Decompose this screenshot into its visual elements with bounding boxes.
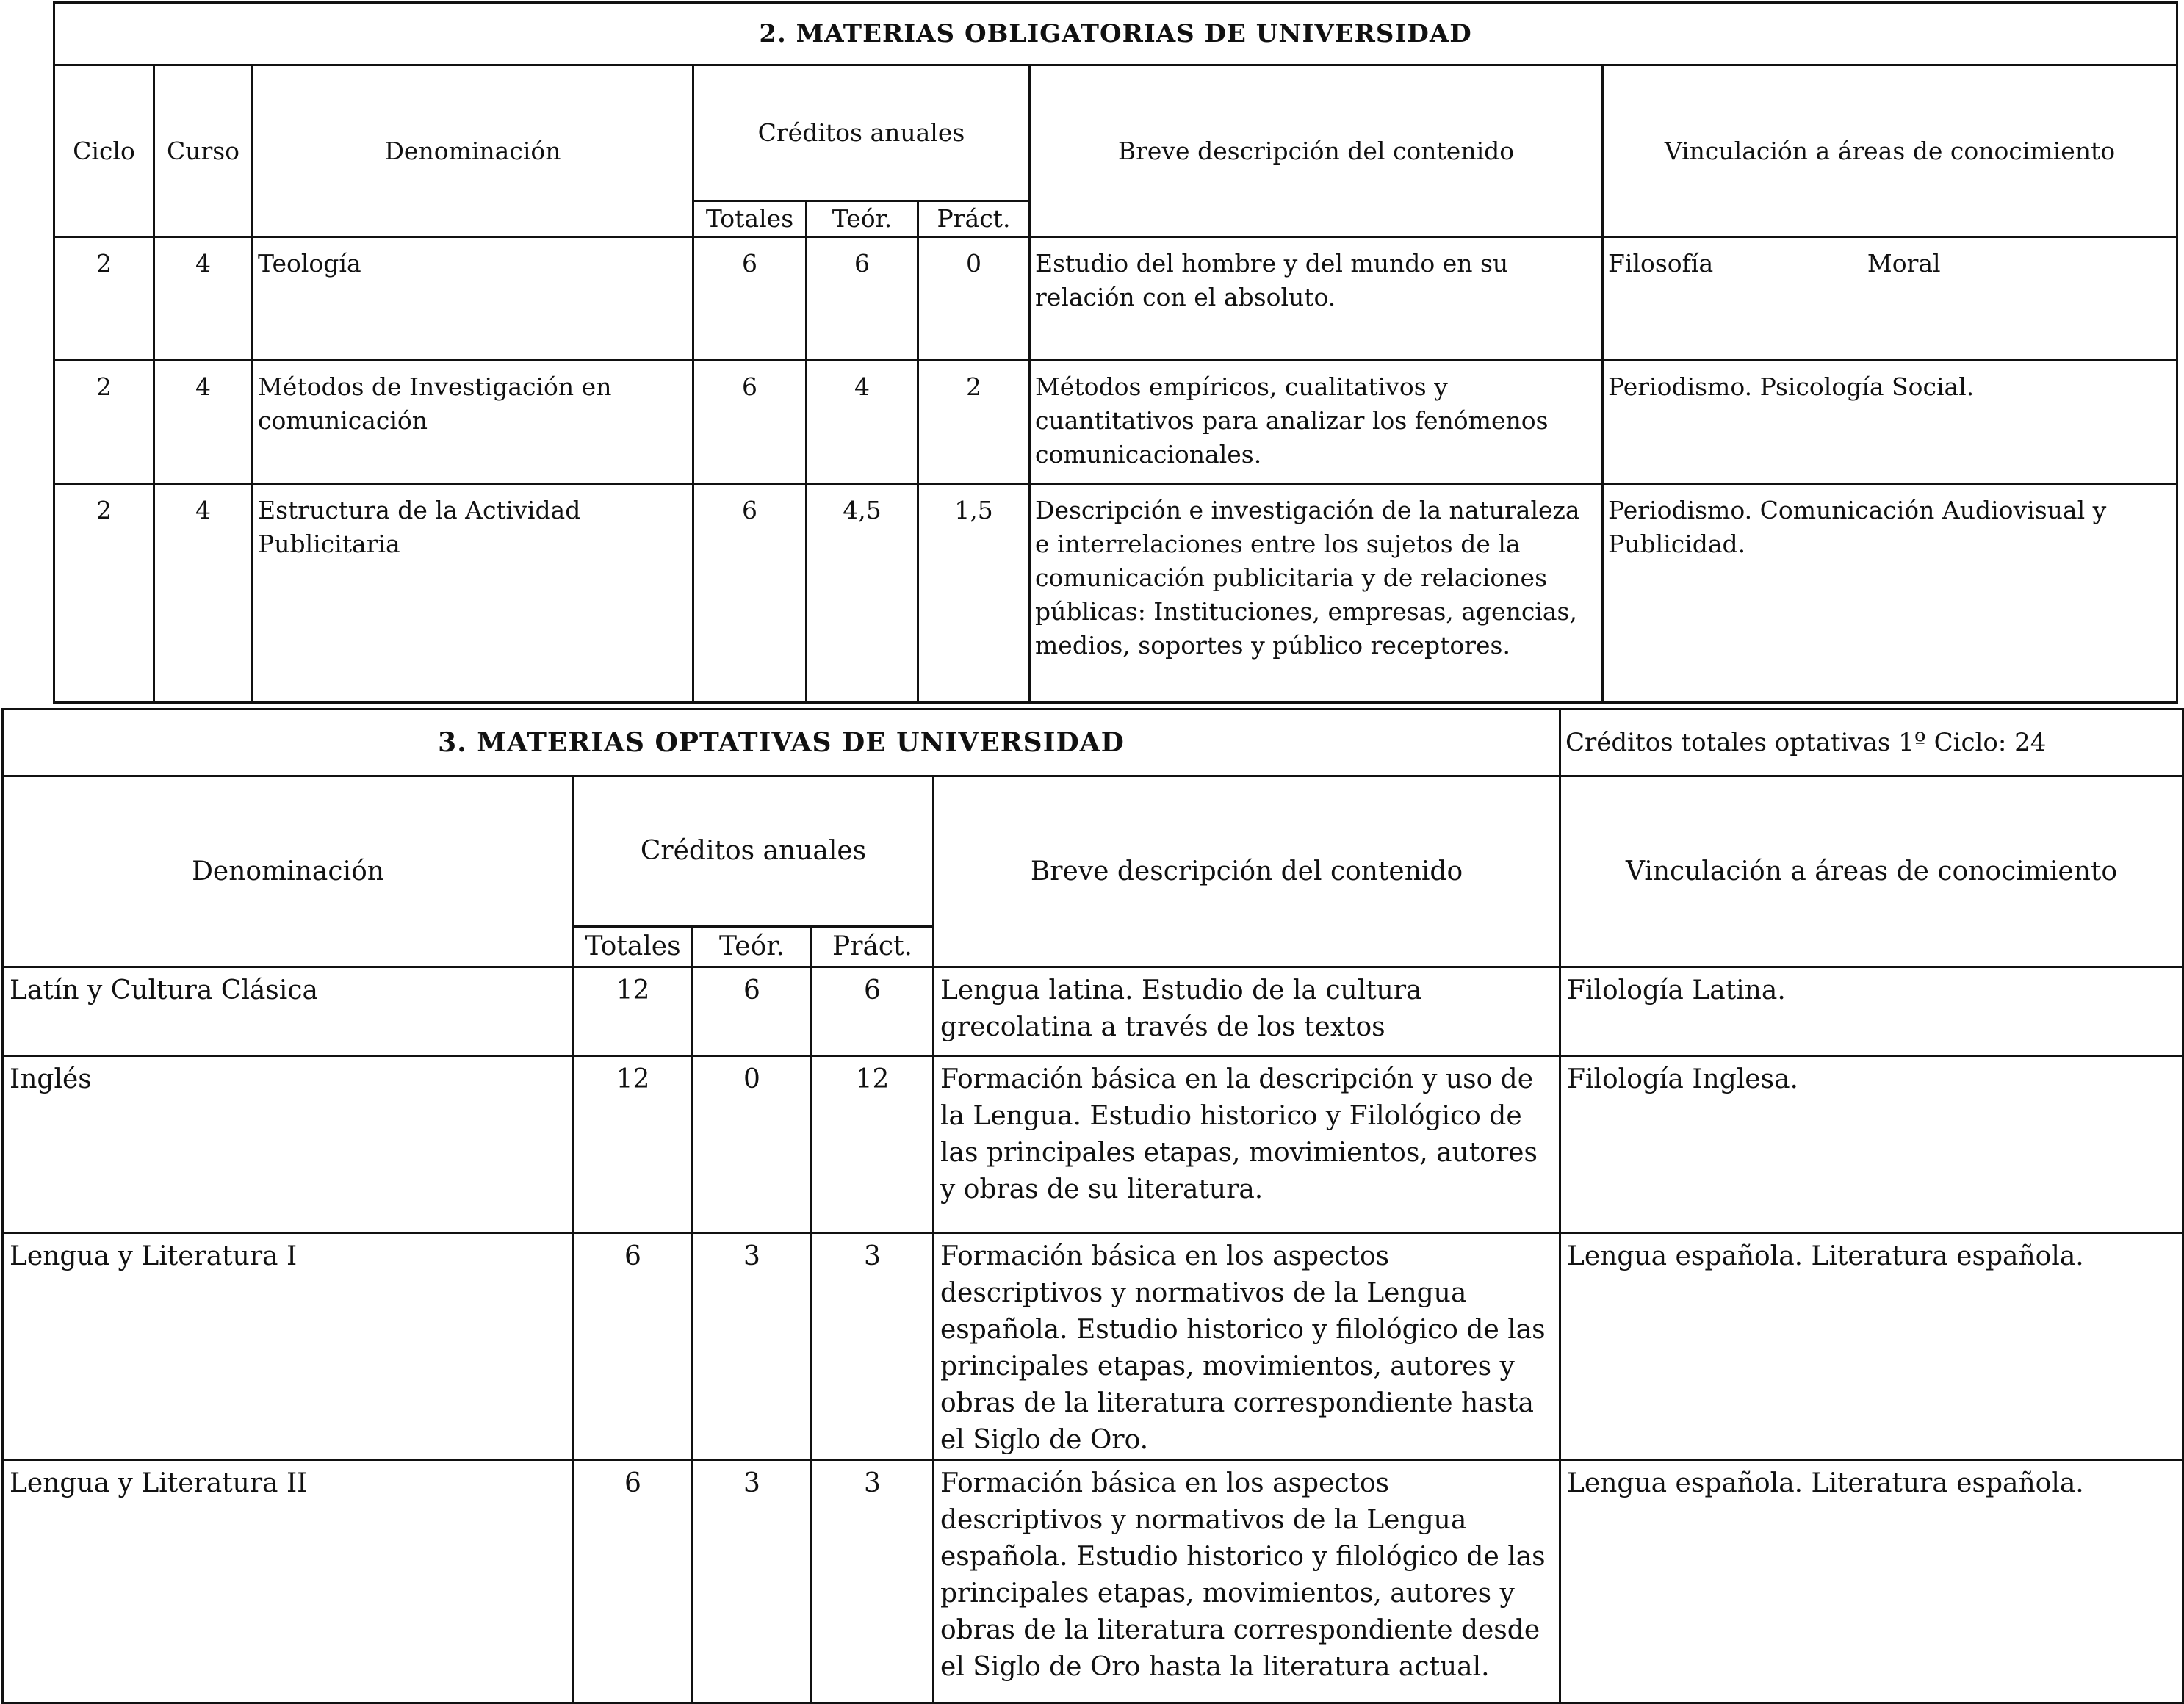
cell-vinculacion: Filología Latina.	[1560, 967, 2183, 1056]
header-ciclo: Ciclo	[54, 65, 154, 237]
cell-teor: 3	[693, 1460, 812, 1703]
cell-pract: 1,5	[918, 484, 1030, 703]
cell-totales: 6	[693, 361, 807, 484]
cell-curso: 4	[154, 361, 253, 484]
cell-pract: 6	[812, 967, 934, 1056]
cell-denominacion: Métodos de Investigación en comunicación	[253, 361, 693, 484]
cell-vinculacion: Periodismo. Comunicación Audiovisual y Publicidad.	[1603, 484, 2177, 703]
table-row	[54, 237, 2177, 361]
cell-descripcion: Formación básica en los aspectos descriptivos y normativos de la Lengua española. Estudio historico y filológico de las principales etapas, movimientos, autores y obras de la literatura correspondiente desde el Siglo de Oro hasta la literatura actual.	[934, 1460, 1560, 1703]
table-row	[3, 967, 2183, 1056]
header-vinculacion: Vinculación a áreas de conocimiento	[1560, 776, 2183, 967]
cell-denominacion: Estructura de la Actividad Publicitaria	[253, 484, 693, 703]
cell-ciclo: 2	[54, 361, 154, 484]
cell-totales: 12	[574, 1056, 693, 1233]
cell-teor: 3	[693, 1233, 812, 1460]
optativas-title: 3. MATERIAS OPTATIVAS DE UNIVERSIDAD	[3, 710, 1560, 776]
cell-denominacion: Lengua y Literatura I	[3, 1233, 574, 1460]
cell-pract: 2	[918, 361, 1030, 484]
header-denominacion: Denominación	[253, 65, 693, 237]
cell-descripcion: Estudio del hombre y del mundo en su relación con el absoluto.	[1030, 237, 1603, 361]
cell-curso: 4	[154, 237, 253, 361]
cell-totales: 6	[693, 237, 807, 361]
header-pract: Práct.	[812, 927, 934, 967]
header-creditos-anuales: Créditos anuales	[574, 776, 934, 927]
optativas-table	[1, 708, 2184, 1704]
table-row	[3, 1056, 2183, 1233]
cell-vinculacion: Lengua española. Literatura española.	[1560, 1233, 2183, 1460]
cell-pract: 3	[812, 1460, 934, 1703]
cell-teor: 6	[807, 237, 918, 361]
header-teor: Teór.	[693, 927, 812, 967]
cell-ciclo: 2	[54, 484, 154, 703]
cell-vinculacion: Periodismo. Psicología Social.	[1603, 361, 2177, 484]
cell-teor: 4	[807, 361, 918, 484]
cell-totales: 6	[693, 484, 807, 703]
cell-vinculacion: Filología Inglesa.	[1560, 1056, 2183, 1233]
cell-denominacion: Lengua y Literatura II	[3, 1460, 574, 1703]
table-row	[54, 361, 2177, 484]
cell-totales: 12	[574, 967, 693, 1056]
header-teor: Teór.	[807, 201, 918, 237]
header-totales: Totales	[693, 201, 807, 237]
header-denominacion: Denominación	[3, 776, 574, 967]
header-vinculacion: Vinculación a áreas de conocimiento	[1603, 65, 2177, 237]
header-descripcion: Breve descripción del contenido	[934, 776, 1560, 967]
obligatorias-title: 2. MATERIAS OBLIGATORIAS DE UNIVERSIDAD	[54, 3, 2177, 65]
creditos-totales-optativas: Créditos totales optativas 1º Ciclo: 24	[1560, 710, 2183, 776]
cell-descripcion: Descripción e investigación de la naturaleza e interrelaciones entre los sujetos de la comunicación publicitaria y de relaciones públicas: Instituciones, empresas, agencias, medios, soportes y público receptores.	[1030, 484, 1603, 703]
cell-teor: 6	[693, 967, 812, 1056]
header-totales: Totales	[574, 927, 693, 967]
header-creditos-anuales: Créditos anuales	[693, 65, 1030, 201]
cell-pract: 0	[918, 237, 1030, 361]
cell-vinculacion: Lengua española. Literatura española.	[1560, 1460, 2183, 1703]
header-curso: Curso	[154, 65, 253, 237]
cell-pract: 3	[812, 1233, 934, 1460]
cell-denominacion: Latín y Cultura Clásica	[3, 967, 574, 1056]
cell-ciclo: 2	[54, 237, 154, 361]
cell-denominacion: Teología	[253, 237, 693, 361]
cell-totales: 6	[574, 1233, 693, 1460]
cell-descripcion: Lengua latina. Estudio de la cultura grecolatina a través de los textos	[934, 967, 1560, 1056]
cell-curso: 4	[154, 484, 253, 703]
cell-descripcion: Formación básica en los aspectos descriptivos y normativos de la Lengua española. Estudio historico y filológico de las principales etapas, movimientos, autores y obras de la literatura correspondiente hasta el Siglo de Oro.	[934, 1233, 1560, 1460]
cell-descripcion: Formación básica en la descripción y uso de la Lengua. Estudio historico y Filológico de las principales etapas, movimientos, autores y obras de su literatura.	[934, 1056, 1560, 1233]
cell-denominacion: Inglés	[3, 1056, 574, 1233]
cell-teor: 4,5	[807, 484, 918, 703]
cell-vinculacion: Filosofía Moral	[1603, 237, 2177, 361]
cell-teor: 0	[693, 1056, 812, 1233]
cell-totales: 6	[574, 1460, 693, 1703]
table-row	[3, 1233, 2183, 1460]
obligatorias-table	[53, 1, 2178, 704]
cell-descripcion: Métodos empíricos, cualitativos y cuantitativos para analizar los fenómenos comunicacionales.	[1030, 361, 1603, 484]
cell-pract: 12	[812, 1056, 934, 1233]
header-descripcion: Breve descripción del contenido	[1030, 65, 1603, 237]
header-pract: Práct.	[918, 201, 1030, 237]
table-row	[54, 484, 2177, 703]
